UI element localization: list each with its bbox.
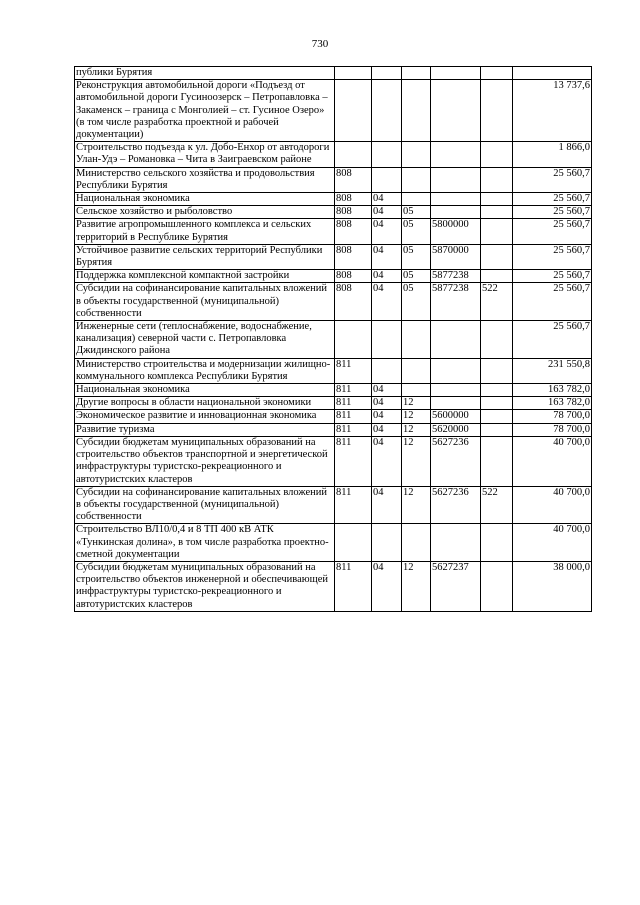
section-code-cell: [372, 167, 402, 192]
ministry-code-cell: 811: [335, 436, 372, 486]
row-name-cell: публики Бурятия: [75, 67, 335, 80]
table-row: [75, 423, 592, 436]
target-article-cell: [431, 80, 481, 142]
ministry-code-cell: 808: [335, 270, 372, 283]
row-name-cell: Строительство подъезда к ул. Добо-Енхор от автодороги Улан-Удэ – Романовка – Чита в Заиграевском районе: [75, 142, 335, 167]
ministry-code-cell: 808: [335, 283, 372, 321]
subsection-code-cell: [402, 384, 431, 397]
target-article-cell: 5877238: [431, 283, 481, 321]
target-article-cell: [431, 524, 481, 562]
ministry-code-cell: 811: [335, 384, 372, 397]
ministry-code-cell: 808: [335, 193, 372, 206]
expense-type-cell: [481, 423, 513, 436]
target-article-cell: 5800000: [431, 219, 481, 244]
row-name-cell: Реконструкция автомобильной дороги «Подъезд от автомобильной дороги Гусиноозерск – Петропавловка – Закаменск – граница с Монголией – ст. Гусиное Озеро» (в том числе разработка проектной и рабочей документации): [75, 80, 335, 142]
row-name-cell: Экономическое развитие и инновационная экономика: [75, 410, 335, 423]
subsection-code-cell: [402, 67, 431, 80]
row-name-cell: Развитие агропромышленного комплекса и сельских территорий в Республике Бурятия: [75, 219, 335, 244]
ministry-code-cell: [335, 80, 372, 142]
section-code-cell: 04: [372, 219, 402, 244]
row-name-cell: Национальная экономика: [75, 193, 335, 206]
row-name-cell: Строительство ВЛ10/0,4 и 8 ТП 400 кВ АТК «Тункинская долина», в том числе разработка проектно-сметной документации: [75, 524, 335, 562]
target-article-cell: [431, 206, 481, 219]
row-name-cell: Устойчивое развитие сельских территорий Республики Бурятия: [75, 244, 335, 269]
subsection-code-cell: [402, 80, 431, 142]
row-name-cell: Поддержка комплексной компактной застройки: [75, 270, 335, 283]
table-row: [75, 397, 592, 410]
table-row: [75, 283, 592, 321]
amount-cell: 25 560,7: [513, 167, 592, 192]
amount-cell: 163 782,0: [513, 384, 592, 397]
subsection-code-cell: 12: [402, 436, 431, 486]
section-code-cell: 04: [372, 423, 402, 436]
amount-cell: 25 560,7: [513, 244, 592, 269]
ministry-code-cell: [335, 142, 372, 167]
amount-cell: 25 560,7: [513, 283, 592, 321]
page-number: 730: [311, 38, 329, 50]
expense-type-cell: [481, 436, 513, 486]
target-article-cell: [431, 358, 481, 383]
amount-cell: 1 866,0: [513, 142, 592, 167]
table-row: [75, 142, 592, 167]
amount-cell: 78 700,0: [513, 423, 592, 436]
ministry-code-cell: 808: [335, 219, 372, 244]
amount-cell: 13 737,6: [513, 80, 592, 142]
ministry-code-cell: [335, 524, 372, 562]
ministry-code-cell: 808: [335, 206, 372, 219]
amount-cell: 231 550,8: [513, 358, 592, 383]
subsection-code-cell: [402, 358, 431, 383]
row-name-cell: Субсидии на софинансирование капитальных вложений в объекты государственной (муниципальной) собственности: [75, 486, 335, 524]
row-name-cell: Министерство сельского хозяйства и продовольствия Республики Бурятия: [75, 167, 335, 192]
target-article-cell: 5620000: [431, 423, 481, 436]
target-article-cell: [431, 193, 481, 206]
target-article-cell: [431, 384, 481, 397]
ministry-code-cell: 808: [335, 244, 372, 269]
ministry-code-cell: 811: [335, 486, 372, 524]
ministry-code-cell: 811: [335, 358, 372, 383]
ministry-code-cell: 811: [335, 397, 372, 410]
section-code-cell: [372, 321, 402, 359]
row-name-cell: Национальная экономика: [75, 384, 335, 397]
expense-type-cell: [481, 219, 513, 244]
table-row: [75, 206, 592, 219]
target-article-cell: 5870000: [431, 244, 481, 269]
target-article-cell: [431, 167, 481, 192]
table-row: [75, 486, 592, 524]
section-code-cell: 04: [372, 384, 402, 397]
ministry-code-cell: [335, 321, 372, 359]
subsection-code-cell: 12: [402, 397, 431, 410]
subsection-code-cell: 12: [402, 486, 431, 524]
expense-type-cell: [481, 142, 513, 167]
table-row: [75, 561, 592, 611]
row-name-cell: Министерство строительства и модернизации жилищно-коммунального комплекса Республики Бурятия: [75, 358, 335, 383]
table-row: [75, 219, 592, 244]
target-article-cell: 5600000: [431, 410, 481, 423]
section-code-cell: 04: [372, 283, 402, 321]
row-name-cell: Субсидии бюджетам муниципальных образований на строительство объектов инженерной и обеспечивающей инфраструктуры туристско-рекреационного и автотуристских кластеров: [75, 561, 335, 611]
section-code-cell: 04: [372, 397, 402, 410]
section-code-cell: [372, 142, 402, 167]
expense-type-cell: [481, 358, 513, 383]
subsection-code-cell: [402, 321, 431, 359]
subsection-code-cell: 12: [402, 410, 431, 423]
amount-cell: 40 700,0: [513, 486, 592, 524]
subsection-code-cell: 12: [402, 423, 431, 436]
expense-type-cell: [481, 561, 513, 611]
target-article-cell: 5877238: [431, 270, 481, 283]
row-name-cell: Инженерные сети (теплоснабжение, водоснабжение, канализация) северной части с. Петропавловка Джидинского района: [75, 321, 335, 359]
expense-type-cell: [481, 206, 513, 219]
ministry-code-cell: 808: [335, 167, 372, 192]
table-row: [75, 167, 592, 192]
subsection-code-cell: [402, 167, 431, 192]
amount-cell: 38 000,0: [513, 561, 592, 611]
table-row: [75, 270, 592, 283]
section-code-cell: 04: [372, 270, 402, 283]
target-article-cell: 5627236: [431, 486, 481, 524]
subsection-code-cell: [402, 142, 431, 167]
expense-type-cell: [481, 270, 513, 283]
ministry-code-cell: [335, 67, 372, 80]
table-row: [75, 193, 592, 206]
section-code-cell: [372, 524, 402, 562]
expense-type-cell: [481, 167, 513, 192]
amount-cell: 25 560,7: [513, 193, 592, 206]
row-name-cell: Развитие туризма: [75, 423, 335, 436]
subsection-code-cell: 05: [402, 283, 431, 321]
amount-cell: 40 700,0: [513, 436, 592, 486]
section-code-cell: [372, 80, 402, 142]
target-article-cell: 5627237: [431, 561, 481, 611]
subsection-code-cell: 12: [402, 561, 431, 611]
expense-type-cell: [481, 410, 513, 423]
ministry-code-cell: 811: [335, 423, 372, 436]
amount-cell: 25 560,7: [513, 270, 592, 283]
budget-table: [74, 66, 592, 612]
target-article-cell: [431, 321, 481, 359]
amount-cell: 25 560,7: [513, 219, 592, 244]
amount-cell: 40 700,0: [513, 524, 592, 562]
section-code-cell: 04: [372, 244, 402, 269]
row-name-cell: Субсидии бюджетам муниципальных образований на строительство объектов транспортной и энергетической инфраструктуры туристско-рекреационного и автотуристских кластеров: [75, 436, 335, 486]
expense-type-cell: 522: [481, 486, 513, 524]
subsection-code-cell: 05: [402, 206, 431, 219]
table-row: [75, 524, 592, 562]
amount-cell: 25 560,7: [513, 321, 592, 359]
section-code-cell: [372, 358, 402, 383]
table-row: [75, 384, 592, 397]
expense-type-cell: [481, 244, 513, 269]
row-name-cell: Сельское хозяйство и рыболовство: [75, 206, 335, 219]
amount-cell: 163 782,0: [513, 397, 592, 410]
expense-type-cell: [481, 67, 513, 80]
section-code-cell: 04: [372, 206, 402, 219]
section-code-cell: 04: [372, 436, 402, 486]
subsection-code-cell: 05: [402, 244, 431, 269]
section-code-cell: [372, 67, 402, 80]
subsection-code-cell: [402, 193, 431, 206]
amount-cell: 78 700,0: [513, 410, 592, 423]
amount-cell: [513, 67, 592, 80]
expense-type-cell: [481, 193, 513, 206]
subsection-code-cell: [402, 524, 431, 562]
expense-type-cell: [481, 384, 513, 397]
subsection-code-cell: 05: [402, 219, 431, 244]
table-row: [75, 80, 592, 142]
row-name-cell: Субсидии на софинансирование капитальных вложений в объекты государственной (муниципальной) собственности: [75, 283, 335, 321]
expense-type-cell: 522: [481, 283, 513, 321]
expense-type-cell: [481, 80, 513, 142]
target-article-cell: [431, 397, 481, 410]
row-name-cell: Другие вопросы в области национальной экономики: [75, 397, 335, 410]
section-code-cell: 04: [372, 193, 402, 206]
ministry-code-cell: 811: [335, 410, 372, 423]
amount-cell: 25 560,7: [513, 206, 592, 219]
table-row: [75, 410, 592, 423]
subsection-code-cell: 05: [402, 270, 431, 283]
target-article-cell: [431, 67, 481, 80]
expense-type-cell: [481, 524, 513, 562]
expense-type-cell: [481, 397, 513, 410]
ministry-code-cell: 811: [335, 561, 372, 611]
section-code-cell: 04: [372, 561, 402, 611]
expense-type-cell: [481, 321, 513, 359]
table-row: [75, 358, 592, 383]
section-code-cell: 04: [372, 486, 402, 524]
target-article-cell: 5627236: [431, 436, 481, 486]
section-code-cell: 04: [372, 410, 402, 423]
table-row: [75, 321, 592, 359]
table-row: [75, 436, 592, 486]
table-row: [75, 67, 592, 80]
target-article-cell: [431, 142, 481, 167]
table-row: [75, 244, 592, 269]
